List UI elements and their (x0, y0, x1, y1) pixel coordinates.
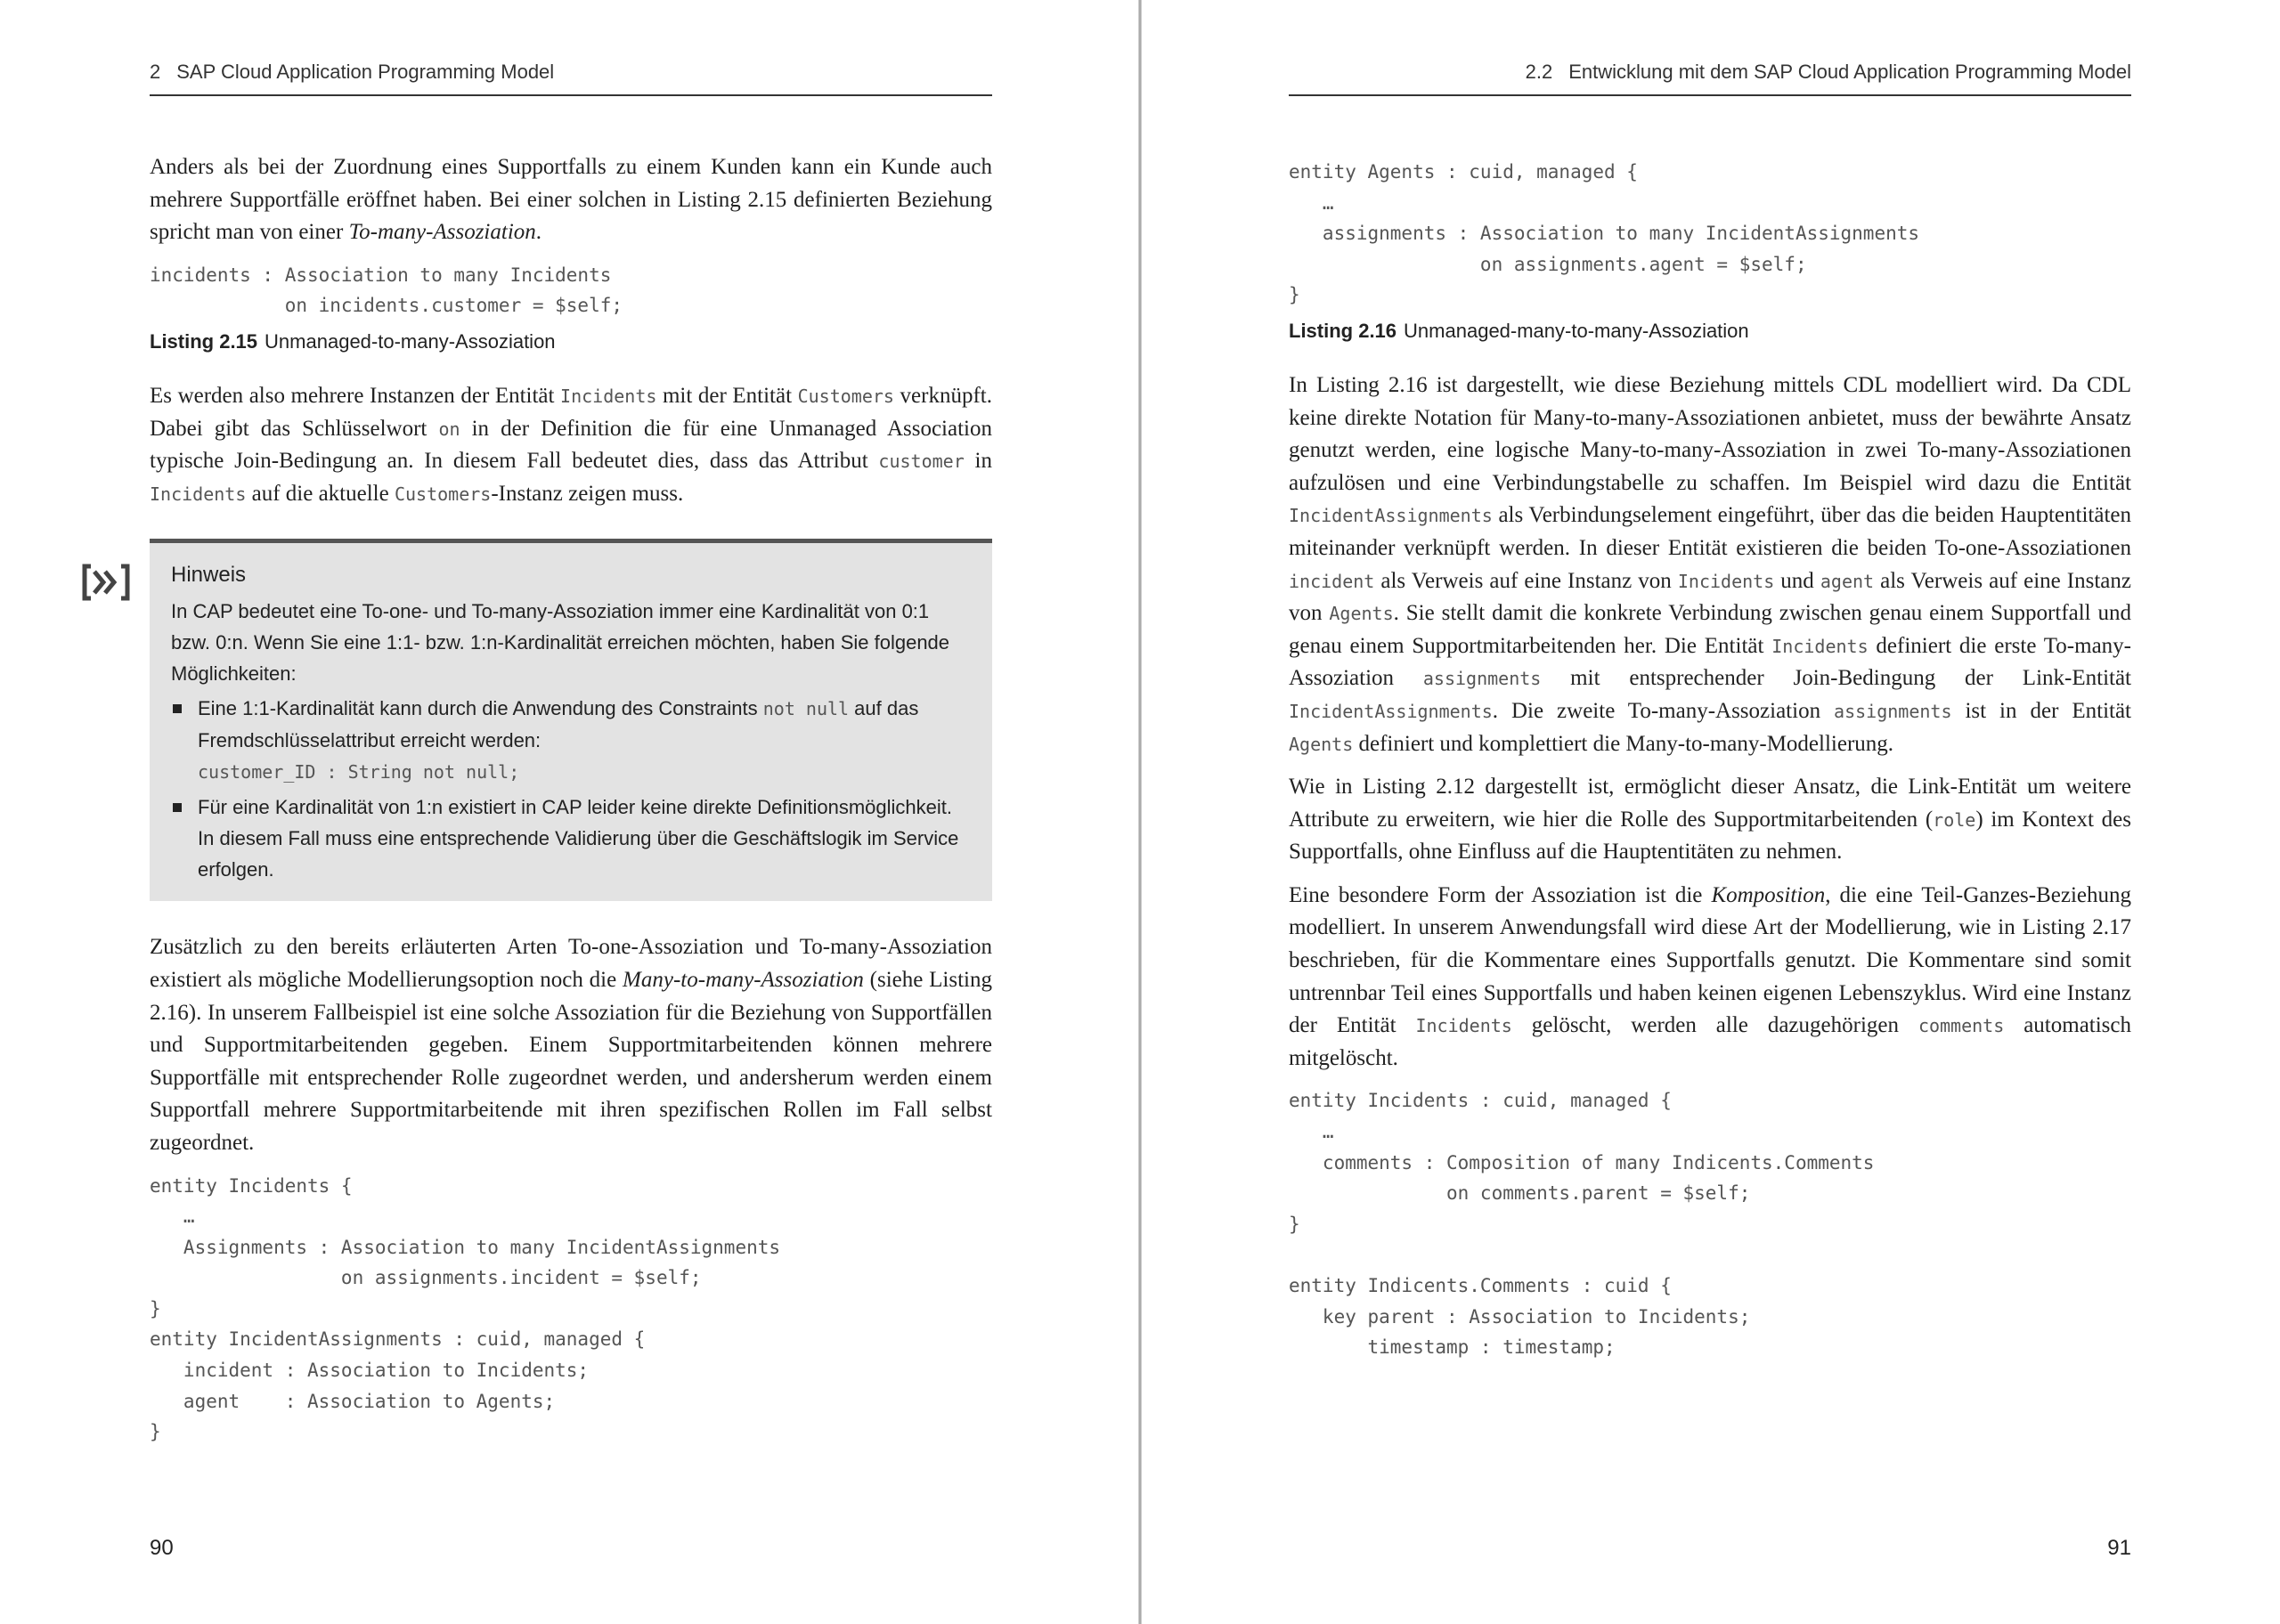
note-list (171, 693, 971, 885)
code-listing-2-17: entity Incidents : cuid, managed { … comments : Composition of many Indicents.Comments on comments.parent = $self; } entity Indicents.Comments : cuid { key parent : Association to Incidents; timestamp : timestamp; (1289, 1090, 1875, 1359)
paragraph: Anders als bei der Zuordnung eines Supportfalls zu einem Kunden kann ein Kunde auch mehrere Supportfälle eröffnet haben. Bei einer solchen in Listing 2.15 definierten Beziehung spricht man von einer To-many-Assoziation. (150, 155, 992, 245)
left-page (0, 0, 1138, 1624)
listing-caption: Listing 2.16 Unmanaged-many-to-many-Assoziation (1289, 319, 1749, 342)
running-header-left (150, 61, 992, 96)
code-listing-2-15: incidents : Association to many Incidents on incidents.customer = $self; (150, 264, 623, 317)
chapter-number: 2 (150, 61, 161, 83)
paragraph: Eine besondere Form der Assoziation ist die Komposition, die eine Teil-Ganzes-Beziehung modelliert. In unserem Anwendungsfall wird diese Art der Modellierung, wie in Listing 2.17 beschrieben, für die Kommentare eines Supportfalls genutzt. Die Kommentare sind somit untrennbar Teil eines Supportfalls und haben keinen eigenen Lebenszyklus. Wird eine Instanz der Entität Incidents gelöscht, werden alle dazugehörigen comments automatisch mitgelöscht. (1289, 882, 2132, 1070)
list-item: Für eine Kardinalität von 1:n existiert in CAP leider keine direkte Definitionsmöglichkeit. In diesem Fall muss eine entsprechende Validierung über die Geschäftslogik im Service erfolgen. (171, 792, 971, 885)
page-number-left: 90 (150, 1536, 174, 1560)
running-header-right (1289, 61, 2131, 96)
note-title: Hinweis (171, 563, 247, 588)
right-page (1142, 0, 2280, 1624)
paragraph: In Listing 2.16 ist dargestellt, wie diese Beziehung mittels CDL modelliert wird. Da CDL keine direkte Notation für Many-to-many-Assoziationen anbietet, muss der bewährte Ansatz genutzt werden, eine logische Many-to-many-Assoziation in zwei To-many-Assoziationen aufzulösen und eine Verbindungstabelle zu schaffen. Im Beispiel wird dazu die Entität IncidentAssignments als Verbindungselement eingeführt, über das die beiden Hauptentitäten miteinander verknüpft werden. In dieser Entität existieren die beiden To-one-Assoziationen incident als Verweis auf eine Instanz von Incidents und agent als Verweis auf eine Instanz von Agents. Sie stellt damit die konkrete Verbindung zwischen genau einem Supportfall und genau einem Supportmitarbeitenden her. Die Entität Incidents definiert die erste To-many-Assoziation assignments mit entsprechender Join-Bedingung der Link-Entität IncidentAssignments. Die zweite To-many-Assoziation assignments ist in der Entität Agents definiert und komplettiert die Many-to-many-Modellierung. (1289, 372, 2132, 756)
note-intro: In CAP bedeutet eine To-one- und To-many-Assoziation immer eine Kardinalität von 0:1 bzw. 0:n. Wenn Sie eine 1:1- bzw. 1:n-Kardinalität erreichen möchten, haben Sie folgende Möglichkeiten: (171, 600, 950, 686)
list-item: Eine 1:1-Kardinalität kann durch die Anwendung des Constraints not null auf das Fremdschlüsselattribut erreicht werden: customer_ID : String not null; (171, 693, 971, 788)
paragraph: Zusätzlich zu den bereits erläuterten Arten To-one-Assoziation und To-many-Assoziation existiert als mögliche Modellierungsoption noch die Many-to-many-Assoziation (siehe Listing 2.16). In unserem Fallbeispiel ist eine solche Assoziation für die Beziehung von Supportfällen und Supportmitarbeitenden gegeben. Einem Supportmitarbeitenden können mehrere Supportfälle mit entsprechender Rolle zugeordnet werden, und andersherum werden einem Supportfall mehrere Supportmitarbeitende mit ihren spezifischen Rollen im Fall selbst zugeordnet. (150, 935, 992, 1155)
section-number: 2.2 (1525, 61, 1553, 83)
bullet-icon (173, 803, 182, 812)
left-content (150, 151, 992, 1457)
page-number-right: 91 (2107, 1536, 2131, 1560)
paragraph: Es werden also mehrere Instanzen der Entität Incidents mit der Entität Customers verknüpft. Dabei gibt das Schlüsselwort on in der Definition die für eine Unmanaged Association typische Join-Bedingung an. In diesem Fall bedeutet dies, dass das Attribut customer in Incidents auf die aktuelle Customers-Instanz zeigen muss. (150, 383, 992, 506)
note-icon (82, 563, 130, 602)
code-listing-2-16-part2: entity Agents : cuid, managed { … assignments : Association to many IncidentAssignments on assignments.agent = $self; } (1289, 161, 1920, 306)
chapter-title: SAP Cloud Application Programming Model (176, 61, 555, 83)
paragraph: Wie in Listing 2.12 dargestellt ist, ermöglicht dieser Ansatz, die Link-Entität um weitere Attribute zu erweitern, wie hier die Rolle des Supportmitarbeitenden (role) im Kontext des Supportfalls, ohne Einfluss auf die Hauptentitäten zu nehmen. (1289, 775, 2131, 865)
listing-caption: Listing 2.15 Unmanaged-to-many-Assoziation (150, 329, 556, 353)
code-listing-2-16-part1: entity Incidents { … Assignments : Association to many IncidentAssignments on assignments.incident = $self; } entity IncidentAssignments : cuid, managed { incident : Association to Incidents; agent : Association to Agents; } (150, 1174, 781, 1443)
note-box (150, 539, 992, 901)
section-title: Entwicklung mit dem SAP Cloud Application Programming Model (1568, 61, 2131, 83)
right-content (1289, 151, 2131, 1372)
bullet-icon (173, 704, 182, 713)
